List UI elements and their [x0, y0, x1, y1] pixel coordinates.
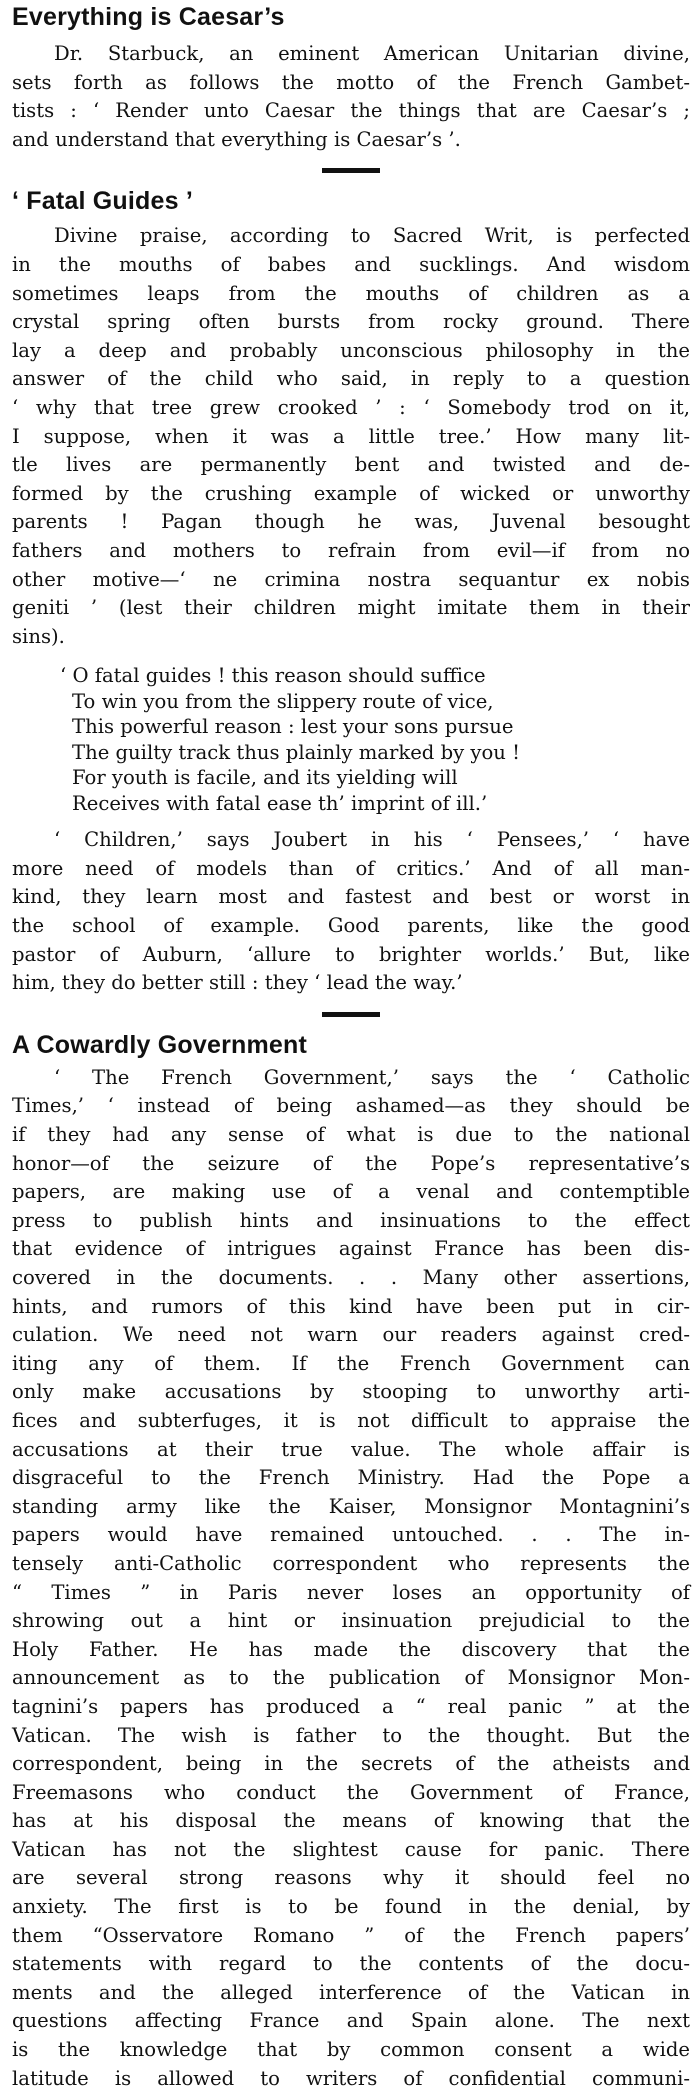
text-line: Divine praise, according to Sacred Writ, is perfected	[54, 224, 690, 248]
text-line: tagnini’s papers has produced a “ real panic ” at the	[12, 1694, 690, 1718]
text-line: lay a deep and probably unconscious philosophy in the	[12, 338, 690, 362]
text-line: iting any of them. If the French Government can	[12, 1351, 690, 1375]
poem-line: To win you from the slippery route of vice,	[72, 689, 494, 713]
text-line: parents ! Pagan though he was, Juvenal besought	[12, 510, 690, 534]
text-line: latitude is allowed to writers of confidential communi-	[12, 2066, 690, 2090]
text-line: that evidence of intrigues against France has been dis-	[12, 1237, 690, 1261]
section-divider	[12, 154, 690, 188]
text-line: disgraceful to the French Ministry. Had the Pope a	[12, 1466, 690, 1490]
text-line: other motive—‘ ne crimina nostra sequantur ex nobis	[12, 567, 690, 591]
text-line: accusations at their true value. The whole affair is	[12, 1437, 690, 1461]
poem-line: This powerful reason : lest your sons pursue	[72, 715, 514, 739]
heading-everything-is-caesars: Everything is Caesar’s	[12, 3, 285, 31]
poem-line: Receives with fatal ease th’ imprint of ill.’	[72, 791, 488, 815]
text-line: sins).	[12, 624, 65, 648]
text-line: has at his disposal the means of knowing that the	[12, 1809, 690, 1833]
text-line: sets forth as follows the motto of the French Gambet-	[12, 70, 690, 94]
text-line: sometimes leaps from the mouths of children as a	[12, 281, 690, 305]
text-line: him, they do better still : they ‘ lead the way.’	[12, 971, 463, 995]
paragraph-children	[12, 826, 690, 998]
section-divider	[12, 998, 690, 1032]
text-line: tensely anti-Catholic correspondent who represents the	[12, 1551, 690, 1575]
heading-fatal-guides: ‘ Fatal Guides ’	[12, 187, 194, 216]
text-line: pastor of Auburn, ‘allure to brighter worlds.’ But, like	[12, 942, 690, 966]
text-line: Vatican. The wish is father to the thought. But the	[12, 1723, 690, 1747]
text-line: is the knowledge that by common consent a wide	[12, 2038, 690, 2062]
text-line: Freemasons who conduct the Government of France,	[12, 1780, 690, 1804]
poem-line: The guilty track thus plainly marked by you !	[72, 740, 521, 764]
text-line: “ Times ” in Paris never loses an opportunity of	[12, 1580, 690, 1604]
text-line: geniti ’ (lest their children might imitate them in their	[12, 596, 690, 620]
poem-line: ‘ O fatal guides ! this reason should suffice	[60, 664, 486, 688]
text-line: fathers and mothers to refrain from evil—if from no	[12, 538, 690, 562]
text-line: crystal spring often bursts from rocky ground. There	[12, 310, 690, 334]
text-line: questions affecting France and Spain alone. The next	[12, 2009, 690, 2033]
text-line: correspondent, being in the secrets of the atheists and	[12, 1752, 690, 1776]
text-line: tists : ‘ Render unto Caesar the things that are Caesar’s ;	[12, 99, 690, 123]
text-line: hints, and rumors of this kind have been put in cir-	[12, 1294, 690, 1318]
text-line: statements with regard to the contents of the docu-	[12, 1952, 690, 1976]
text-line: in the mouths of babes and sucklings. And wisdom	[12, 252, 690, 276]
text-line: Dr. Starbuck, an eminent American Unitarian divine,	[54, 42, 690, 65]
text-line: ments and the alleged interference of the Vatican in	[12, 1980, 690, 2004]
poem-quote	[60, 663, 690, 816]
heading-a-cowardly-government: A Cowardly Government	[12, 1030, 307, 1059]
text-line: announcement as to the publication of Monsignor Mon-	[12, 1666, 690, 1690]
paragraph-fatal-guides	[12, 222, 690, 651]
paragraph-caesar	[12, 40, 690, 154]
text-line: fices and subterfuges, it is not difficult to appraise the	[12, 1408, 690, 1432]
text-line: Times,’ ‘ instead of being ashamed—as they should be	[12, 1094, 690, 1118]
text-line: answer of the child who said, in reply to a question	[12, 367, 690, 391]
text-line: press to publish hints and insinuations to the effect	[12, 1208, 690, 1232]
text-line: papers, are making use of a venal and contemptible	[12, 1180, 690, 1204]
poem-line: For youth is facile, and its yielding will	[72, 766, 458, 790]
text-line: Vatican has not the slightest cause for panic. There	[12, 1837, 690, 1861]
text-line: kind, they learn most and fastest and best or worst in	[12, 885, 690, 909]
text-line: the school of example. Good parents, like the good	[12, 914, 690, 938]
text-line: ‘ The French Government,’ says the ‘ Catholic	[54, 1065, 690, 1089]
text-line: covered in the documents. . . Many other assertions,	[12, 1266, 690, 1289]
text-line: only make accusations by stooping to unworthy arti-	[12, 1380, 690, 1404]
text-line: and understand that everything is Caesar’s ’.	[12, 127, 461, 151]
text-line: ‘ why that tree grew crooked ’ : ‘ Somebody trod on it,	[12, 395, 690, 419]
text-line: Holy Father. He has made the discovery that the	[12, 1637, 690, 1661]
text-line: standing army like the Kaiser, Monsignor Montagnini’s	[12, 1494, 690, 1518]
text-line: them “Osservatore Romano ” of the French papers’	[12, 1923, 690, 1947]
text-line: papers would have remained untouched. . . The in-	[12, 1523, 690, 1547]
text-line: anxiety. The first is to be found in the denial, by	[12, 1895, 690, 1919]
text-line: ‘ Children,’ says Joubert in his ‘ Pensees,’ ‘ have	[54, 828, 690, 852]
text-line: shrowing out a hint or insinuation prejudicial to the	[12, 1609, 690, 1633]
text-line: I suppose, when it was a little tree.’ How many lit-	[12, 424, 690, 448]
text-line: culation. We need not warn our readers against cred-	[12, 1323, 690, 1347]
text-line: more need of models than of critics.’ And of all man-	[12, 856, 690, 880]
text-line: if they had any sense of what is due to the national	[12, 1123, 690, 1147]
text-line: are several strong reasons why it should feel no	[12, 1866, 690, 1890]
text-line: formed by the crushing example of wicked or unworthy	[12, 481, 690, 505]
text-line: tle lives are permanently bent and twisted and de-	[12, 453, 690, 477]
paragraph-government	[12, 1064, 690, 2093]
text-line: honor—of the seizure of the Pope’s representative’s	[12, 1151, 690, 1175]
